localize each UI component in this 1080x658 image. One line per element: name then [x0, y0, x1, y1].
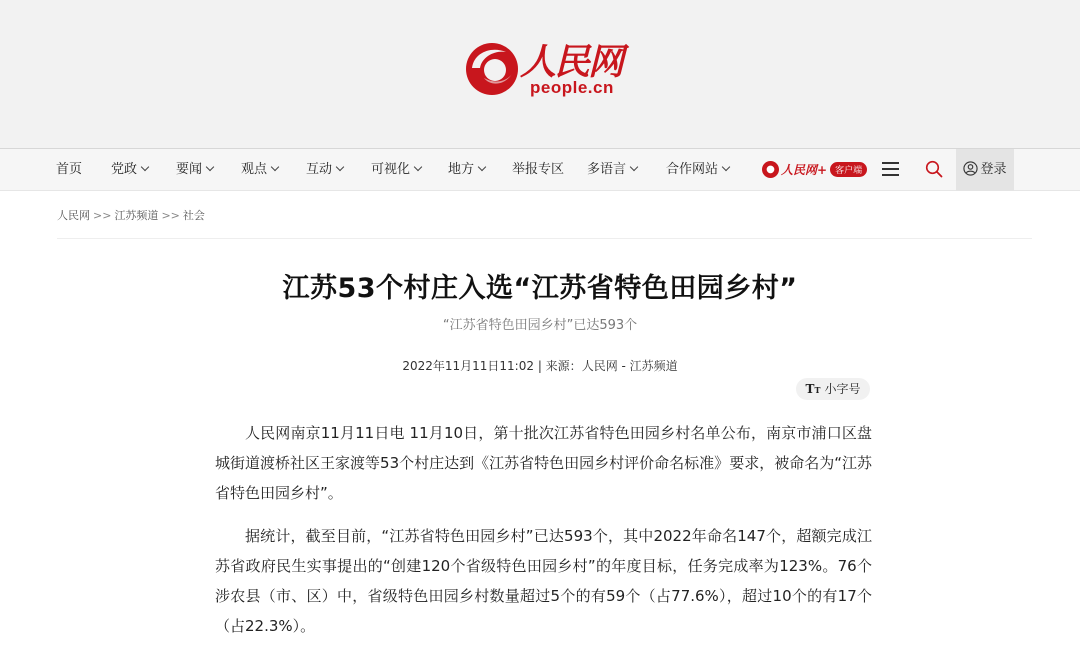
nav-item-languages[interactable]: [587, 149, 637, 191]
user-icon: [963, 161, 978, 176]
search-icon[interactable]: [925, 160, 943, 178]
article-source-link[interactable]: 人民网 - 江苏频道: [581, 359, 678, 373]
app-download-link[interactable]: [762, 159, 867, 181]
login-button[interactable]: [956, 149, 1014, 191]
chevron-down-icon: [478, 163, 486, 171]
logo-mark-icon: [462, 38, 522, 98]
article-datetime: 2022年11月11日11:02: [402, 359, 534, 373]
breadcrumb: [57, 207, 205, 223]
main-nav: [0, 148, 1080, 191]
nav-item-interaction[interactable]: [306, 149, 343, 191]
nav-item-label: 多语言: [587, 162, 627, 177]
nav-item-label: 合作网站: [666, 162, 719, 177]
menu-icon[interactable]: [882, 162, 899, 176]
logo-text-cn: 人民网: [520, 41, 623, 83]
site-header: [0, 0, 1080, 148]
app-name: 人民网+: [781, 163, 828, 177]
article-paragraph: 人民网南京11月11日电 11月10日，第十批次江苏省特色田园乡村名单公布，南京市浦口区盘城街道渡桥社区王家渡等53个村庄达到《江苏省特色田园乡村评价命名标准》要求，被命名为“江苏省特色田园乡村”。: [215, 424, 872, 502]
article-paragraph: 据统计，截至目前，“江苏省特色田园乡村”已达593个，其中2022年命名147个，超额完成江苏省政府民生实事提出的“创建120个省级特色田园乡村”的年度目标，任务完成率为123%。76个涉农县（市、区）中，省级特色田园乡村数量超过5个的有59个（占77.6%），超过10个的有17个（占22.3%）。: [215, 527, 872, 635]
article-subtitle: “江苏省特色田园乡村”已达593个: [442, 318, 638, 333]
divider: [57, 238, 1032, 239]
logo-text-en: people.cn: [530, 78, 614, 97]
article-meta: [0, 357, 1080, 374]
article-title: 江苏53个村庄入选“江苏省特色田园乡村”: [282, 273, 798, 304]
nav-item-home[interactable]: [56, 149, 82, 191]
chevron-down-icon: [336, 163, 344, 171]
chevron-down-icon: [141, 163, 149, 171]
breadcrumb-separator: >>: [93, 209, 112, 222]
nav-item-label: 党政: [111, 162, 138, 177]
nav-item-label: 可视化: [371, 162, 411, 177]
chevron-down-icon: [271, 163, 279, 171]
text-size-icon: TT: [805, 382, 821, 396]
nav-item-label: 举报专区: [512, 162, 565, 177]
chevron-down-icon: [206, 163, 214, 171]
nav-item-label: 首页: [56, 162, 83, 177]
chevron-down-icon: [414, 163, 422, 171]
nav-item-opinion[interactable]: [241, 149, 278, 191]
nav-item-party-gov[interactable]: [111, 149, 148, 191]
chevron-down-icon: [630, 163, 638, 171]
breadcrumb-item-channel[interactable]: 江苏频道: [114, 209, 159, 222]
breadcrumb-item-section[interactable]: 社会: [182, 209, 205, 222]
login-label: 登录: [980, 162, 1007, 177]
chevron-down-icon: [722, 163, 730, 171]
font-size-toggle-button[interactable]: [796, 378, 870, 400]
nav-item-partners[interactable]: [666, 149, 729, 191]
nav-item-label: 观点: [241, 162, 268, 177]
site-logo[interactable]: [462, 34, 632, 104]
nav-item-visualization[interactable]: [371, 149, 421, 191]
nav-item-label: 地方: [448, 162, 475, 177]
breadcrumb-separator: >>: [161, 209, 180, 222]
nav-item-label: 互动: [306, 162, 333, 177]
app-logo-icon: ●: [762, 161, 779, 178]
nav-item-report[interactable]: [512, 149, 564, 191]
font-size-label: 小字号: [824, 382, 861, 396]
source-label: | 来源：: [537, 359, 582, 373]
nav-item-label: 要闻: [176, 162, 203, 177]
app-badge: 客户端: [830, 162, 867, 177]
breadcrumb-item-home[interactable]: 人民网: [57, 209, 90, 222]
nav-item-local[interactable]: [448, 149, 485, 191]
nav-item-news[interactable]: [176, 149, 213, 191]
